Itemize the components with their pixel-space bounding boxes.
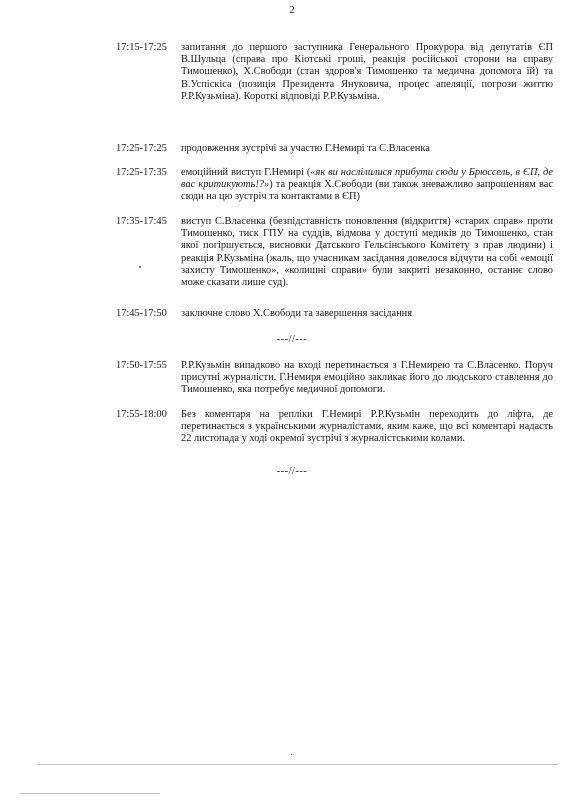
entry-text: Без коментаря на репліки Г.Немирі Р.Р.Кузьмін переходить до ліфта, де перетинається з українськими журналістами, яким каже, що всі коментарі надасть 22 листопада у ході окремої зустрічі з журналістськими колами. (181, 409, 553, 445)
entry-text: заключне слово Х.Свободи та завершення засідання (181, 308, 412, 319)
entry-time: 17:25-17:35 (116, 167, 167, 178)
entry-text-end: ) та реакція Х.Свободи (ви також зневажливо запрошенням вас сюди на цю зустріч та контактами в ЄП) (181, 179, 553, 203)
entry-text: виступ С.Власенка (безпідставність поновлення (відкриття) «старих справ» проти Тимошенко, тиск ГПУ на суддів, відмова у доступі медиків до Тимошенко, стан якої погіршується, висновки Датського Гельсінського Комітету з прав людини) і реакція Р.Кузьміна (жаль, що учасникам засідання довелося відчути на собі «емоції захисту Тимошенко», «колишні справи» були закриті незаконно, останнє слово може сказати лише суд). (181, 216, 553, 289)
entry-time: 17:55-18:00 (116, 409, 167, 420)
section-separator: ---//--- (276, 334, 308, 345)
entry-text: Р.Р.Кузьмін випадково на вході перетинається з Г.Немирею та С.Власенко. Поруч присутні журналісти. Г.Немиря емоційно закликає його до людського ставлення до Тимошенко, яка потребує медичної допомоги. (181, 360, 553, 396)
entry-text: запитання до першого заступника Генерального Прокурора від депутатів ЄП В.Шульца (справа про Кіотські гроші, реакція російської сторони на справу Тимошенко), Х.Свободи (стан здоров'я Тимошенко та медична допомога їй) та В.Успіскіса (позиція Президента Януковича, процес апеляції, погрози життю Р.Р.Кузьміна). Короткі відповіді Р.Р.Кузьміна. (181, 42, 553, 102)
scan-edge-line (20, 793, 160, 794)
entry-time: 17:15-17:25 (116, 42, 167, 53)
entry-time: 17:45-17:50 (116, 308, 167, 319)
scan-speck (139, 266, 141, 268)
section-separator: ---//--- (276, 466, 308, 477)
entry-time: 17:50-17:55 (116, 360, 167, 371)
entry-time: 17:25-17:25 (116, 143, 167, 154)
scan-edge-line (38, 764, 558, 765)
entry-text-quote: «як ви наслілилися прибути сюди у Брюссель, в ЄП, де вас критикують!?» (181, 167, 553, 191)
page-number: 2 (289, 4, 295, 16)
entry-text: продовження зустрічі за участю Г.Немирі та С.Власенка (181, 143, 430, 154)
entry-text (181, 167, 553, 204)
scan-speck (291, 754, 292, 755)
entry-text-start: емоційний виступ Г.Немирі ( (181, 167, 311, 178)
entry-time: 17:35-17:45 (116, 216, 167, 227)
